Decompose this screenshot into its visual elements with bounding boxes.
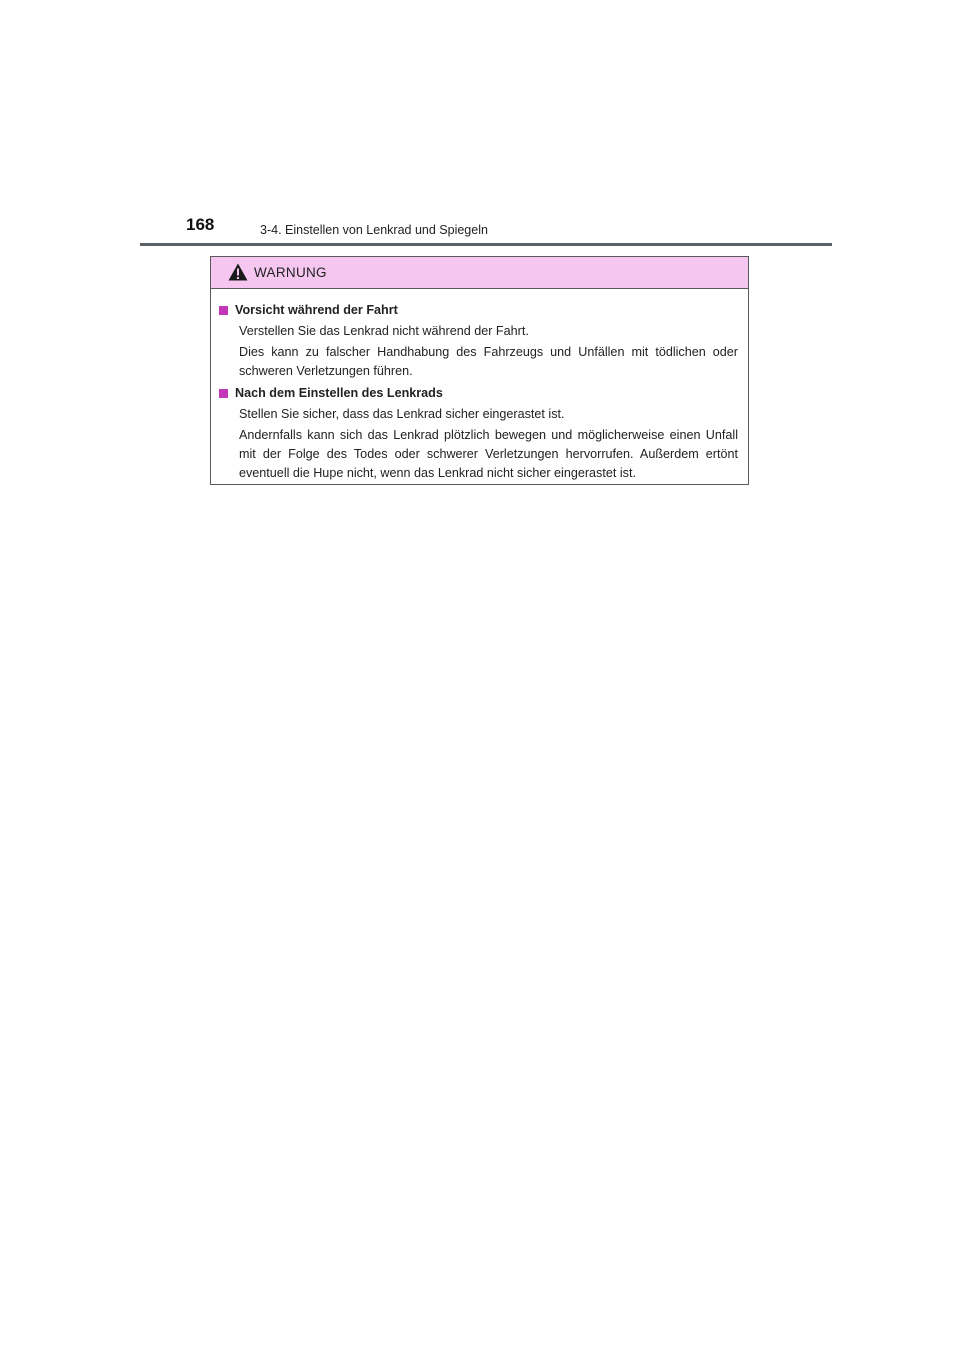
warning-section-heading [219,301,738,320]
warning-paragraph: Verstellen Sie das Lenkrad nicht während der Fahrt. [239,324,529,338]
page-number: 168 [186,215,215,234]
warning-section [219,384,738,483]
warning-paragraph: Andernfalls kann sich das Lenkrad plötzlich bewegen und möglicherweise einen Unfall mit der Folge des Todes oder schwerer Verletzungen hervorrufen. Außerdem ertönt eventuell die Hupe nicht, wenn das Lenkrad nicht sicher eingerastet ist. [239,428,738,480]
section-title: 3-4. Einstellen von Lenkrad und Spiegeln [260,223,488,237]
warning-paragraph: Dies kann zu falscher Handhabung des Fahrzeugs und Unfällen mit tödlichen oder schweren Verletzungen führen. [239,345,738,378]
warning-section [219,301,738,381]
warning-body [211,289,748,483]
warning-paragraph: Stellen Sie sicher, dass das Lenkrad sicher eingerastet ist. [239,407,565,421]
warning-box [210,256,749,485]
warning-header [211,257,748,289]
square-bullet-icon [219,306,228,315]
warning-section-heading-text: Vorsicht während der Fahrt [235,303,398,317]
warning-title: WARNUNG [254,265,327,280]
warning-triangle-icon [228,263,248,281]
warning-section-heading-text: Nach dem Einstellen des Lenkrads [235,386,443,400]
warning-section-heading [219,384,738,403]
square-bullet-icon [219,389,228,398]
header-divider [140,243,832,246]
